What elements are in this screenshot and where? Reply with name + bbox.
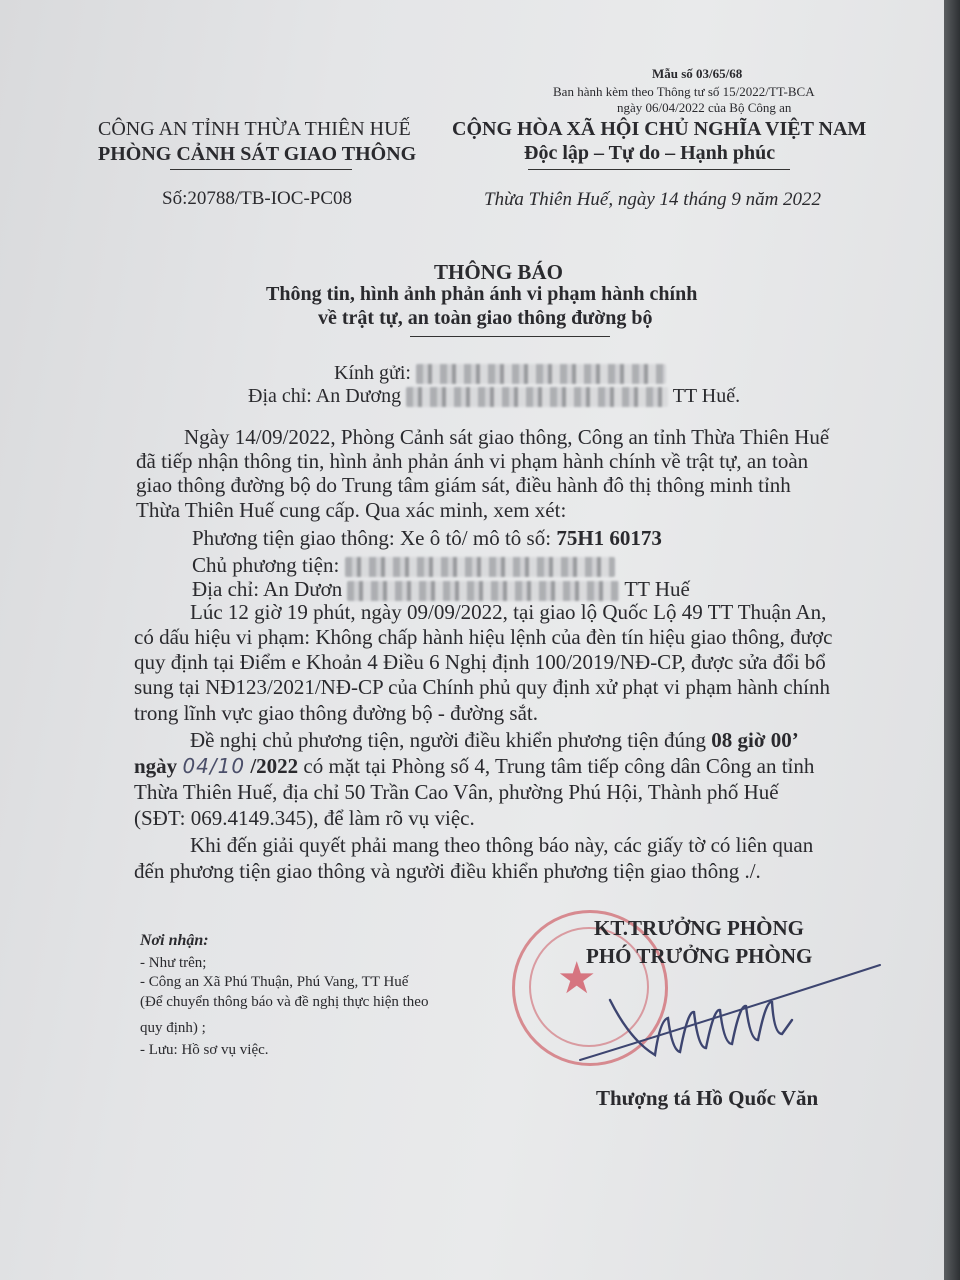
- receivers-line1: - Như trên;: [140, 955, 207, 971]
- body-p3-line3: Thừa Thiên Huế, địa chỉ 50 Trần Cao Vân, phường Phú Hội, Thành phố Huế: [134, 780, 779, 804]
- body-p1-line4: Thừa Thiên Huế cung cấp. Qua xác minh, xem xét:: [136, 498, 567, 522]
- body-p4-line1: Khi đến giải quyết phải mang theo thông báo này, các giấy tờ có liên quan: [190, 833, 814, 857]
- agency-underline: [170, 169, 352, 170]
- document-subtitle-2: về trật tự, an toàn giao thông đường bộ: [318, 307, 653, 329]
- document-number: Số:20788/TB-IOC-PC08: [162, 188, 353, 209]
- signer-name: Thượng tá Hồ Quốc Văn: [596, 1086, 819, 1110]
- body-p3-line4: (SĐT: 069.4149.345), để làm rõ vụ việc.: [134, 806, 475, 830]
- appointment-date-handwritten: 04/10: [182, 754, 246, 778]
- body-p3-line1: [190, 727, 799, 753]
- motto-underline: [528, 169, 790, 170]
- receivers-line4: quy định) ;: [140, 1020, 206, 1036]
- body-p2-line3: quy định tại Điểm e Khoản 4 Điều 6 Nghị định 100/2019/NĐ-CP, được sửa đổi bổ: [134, 650, 826, 674]
- body-p1-line2: đã tiếp nhận thông tin, hình ảnh phản ánh vi phạm hành chính về trật tự, an toàn: [136, 449, 809, 473]
- receivers-line2: - Công an Xã Phú Thuận, Phú Vang, TT Huế: [140, 974, 409, 990]
- receivers-title: Nơi nhận:: [140, 932, 209, 949]
- document-subtitle-1: Thông tin, hình ảnh phản ánh vi phạm hành chính: [266, 283, 698, 305]
- owner-address-label: Địa chỉ: An Dươn: [192, 577, 343, 601]
- form-code: Mẫu số 03/65/68: [652, 66, 743, 81]
- recipient-address-label: Địa chỉ: An Dương: [248, 385, 402, 407]
- recipient-line: [334, 362, 666, 385]
- receivers-line3: (Để chuyển thông báo và đề nghị thực hiện theo: [140, 994, 429, 1010]
- body-p3-request: Đề nghị chủ phương tiện, người điều khiển phương tiện đúng: [190, 728, 706, 752]
- body-p2-line4: sung tại NĐ123/2021/NĐ-CP của Chính phủ quy định xử phạt vi phạm hành chính: [134, 675, 830, 699]
- signature-title-1: KT.TRƯỞNG PHÒNG: [594, 916, 804, 940]
- vehicle-line: [192, 525, 662, 551]
- recipient-label: Kính gửi:: [334, 362, 411, 384]
- appointment-time: 08 giờ 00’: [711, 728, 799, 752]
- place-date: Thừa Thiên Huế, ngày 14 tháng 9 năm 2022: [484, 189, 822, 210]
- recipient-address-tail: TT Huế.: [672, 385, 741, 407]
- owner-line: [192, 552, 615, 578]
- body-p2-line1: Lúc 12 giờ 19 phút, ngày 09/09/2022, tại giao lộ Quốc Lộ 49 TT Thuận An,: [190, 600, 827, 624]
- form-issued-line2: ngày 06/04/2022 của Bộ Công an: [617, 100, 792, 115]
- nation-motto: Độc lập – Tự do – Hạnh phúc: [524, 142, 776, 164]
- handwritten-signature: [560, 960, 890, 1080]
- department-name: PHÒNG CẢNH SÁT GIAO THÔNG: [98, 143, 417, 165]
- body-p1-line1: Ngày 14/09/2022, Phòng Cảnh sát giao thông, Công an tỉnh Thừa Thiên Huế: [184, 425, 830, 449]
- appointment-place: có mặt tại Phòng số 4, Trung tâm tiếp công dân Công an tỉnh: [303, 754, 815, 778]
- body-p2-line2: có dấu hiệu vi phạm: Không chấp hành hiệu lệnh của đèn tín hiệu giao thông, được: [134, 625, 833, 649]
- body-p4-line2: đến phương tiện giao thông và người điều khiển phương tiện giao thông ./.: [134, 859, 761, 883]
- nation-title: CỘNG HÒA XÃ HỘI CHỦ NGHĨA VIỆT NAM: [452, 118, 867, 140]
- appointment-year: /2022: [250, 754, 299, 778]
- document-title: THÔNG BÁO: [434, 260, 563, 284]
- body-p3-line2: [134, 753, 814, 779]
- title-underline: [410, 336, 610, 337]
- recipient-address-line: [248, 385, 740, 408]
- vehicle-label: Phương tiện giao thông: Xe ô tô/ mô tô số:: [192, 526, 552, 550]
- license-plate: 75H1 60173: [556, 526, 662, 550]
- seal-star-icon: ★: [557, 954, 597, 1003]
- signature-title-2: PHÓ TRƯỞNG PHÒNG: [586, 944, 813, 968]
- page-edge-shadow: [944, 0, 960, 1280]
- redacted-owner-name: [345, 557, 615, 577]
- owner-address-tail: TT Huế: [624, 577, 690, 601]
- receivers-line5: - Lưu: Hồ sơ vụ việc.: [140, 1042, 269, 1058]
- form-issued-line1: Ban hành kèm theo Thông tư số 15/2022/TT-BCA: [553, 84, 815, 99]
- body-p1-line3: giao thông đường bộ do Trung tâm giám sát, điều hành đô thị thông minh tỉnh: [136, 473, 791, 497]
- redacted-recipient-address: [406, 387, 668, 407]
- body-p2-line5: trong lĩnh vực giao thông đường bộ - đường sắt.: [134, 701, 538, 725]
- owner-label: Chủ phương tiện:: [192, 553, 340, 577]
- redacted-recipient-name: [416, 364, 666, 384]
- agency-name: CÔNG AN TỈNH THỪA THIÊN HUẾ: [98, 118, 411, 140]
- appointment-day-label: ngày: [134, 754, 178, 778]
